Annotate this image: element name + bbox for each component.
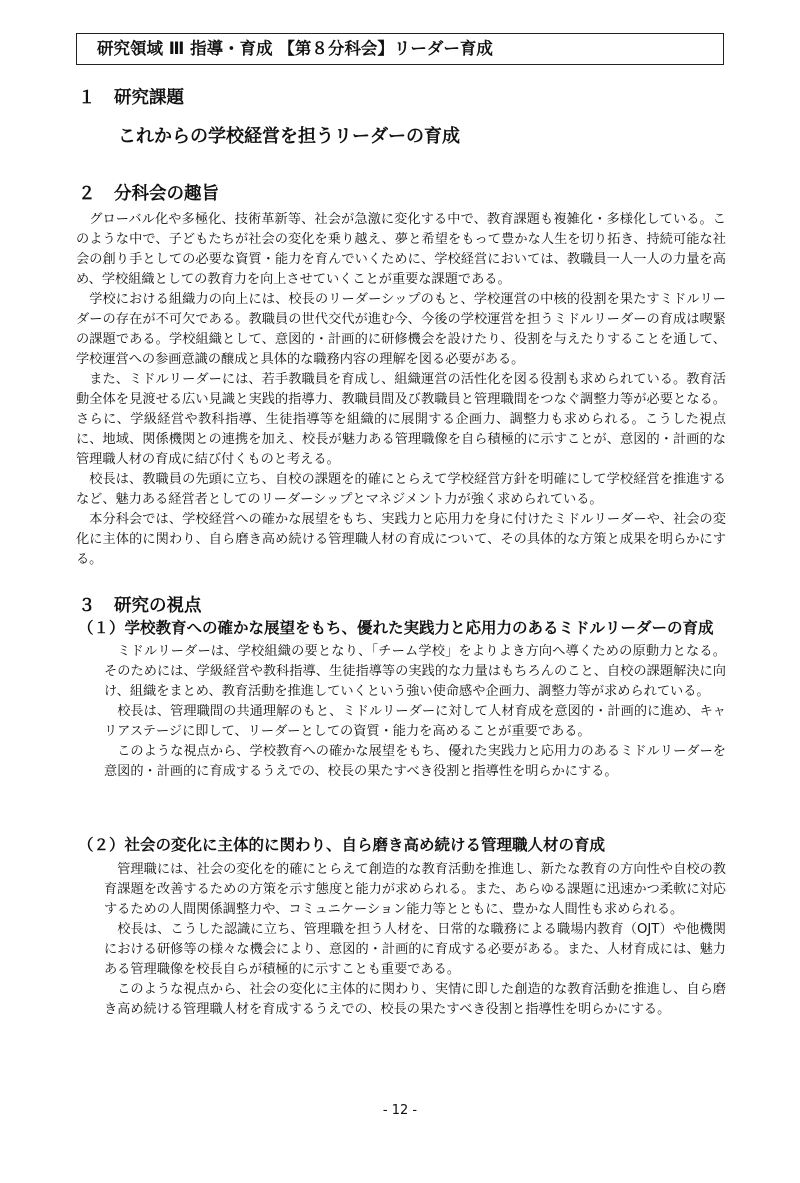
section-2-paragraph: 本分科会では、学校経営への確かな展望をもち、実践力と応用力を身に付けたミドルリーダーや、社会の変化に主体的に関わり、自ら磨き高め続ける管理職人材の育成について、その具体的な方策と成果を明らかにする。 — [76, 512, 726, 567]
section-2-paragraph: また、ミドルリーダーには、若手教職員を育成し、組織運営の活性化を図る役割も求められている。教育活動全体を見渡せる広い見識と実践的指導力、教職員間及び教職員と管理職間をつなぐ調整力等が必要となる。さらに、学級経営や教科指導、生徒指導等を組織的に展開する企画力、調整力も求められる。こうした視点に、地域、関係機関との連携を加え、校長が魅力ある管理職像を自ら積極的に示すことが、意図的・計画的な管理職人材の育成に結び付くものと考える。 — [76, 372, 726, 467]
subsection-2-paragraph: このような視点から、社会の変化に主体的に関わり、実情に即した創造的な教育活動を推進し、自ら磨き高め続ける管理職人材を育成するうえでの、校長の果たすべき役割と指導性を明らかにする。 — [104, 982, 726, 1017]
page-number: - 12 - — [382, 1103, 418, 1118]
subsection-1-paragraph: ミドルリーダーは、学校組織の要となり、「チーム学校」をよりよき方向へ導くための原動力となる。そのためには、学級経営や教科指導、生徒指導等の実践的な力量はもちろんのこと、自校の課題解決に向け、組織をまとめ、教育活動を推進していくという強い使命感や企画力、調整力等が求められている。 — [104, 644, 726, 699]
section-2-paragraph: グローバル化や多極化、技術革新等、社会が急激に変化する中で、教育課題も複雑化・多様化している。このような中で、子どもたちが社会の変化を乗り越え、夢と希望をもって豊かな人生を切り拓き、持続可能な社会の創り手としての必要な資質・能力を育んでいくために、学校経営においては、教職員一人一人の力量を高め、学校組織としての教育力を向上させていくことが重要な課題である。 — [76, 212, 726, 287]
section-2-paragraph: 校長は、教職員の先頭に立ち、自校の課題を的確にとらえて学校経営方針を明確にして学校経営を推進するなど、魅力ある経営者としてのリーダーシップとマネジメント力が強く求められている。 — [76, 472, 726, 507]
section-3-number: ３ — [78, 596, 96, 616]
section-2-number: ２ — [78, 184, 96, 204]
research-area-header: 研究領域 Ⅲ 指導・育成 【第８分科会】リーダー育成 — [76, 33, 724, 65]
section-3-heading — [78, 592, 202, 617]
section-2-paragraph: 学校における組織力の向上には、校長のリーダーシップのもと、学校運営の中核的役割を果たすミドルリーダーの存在が不可欠である。教職員の世代交代が進む今、今後の学校運営を担うミドルリーダーの育成は喫緊の課題である。学校組織として、意図的・計画的に研修機会を設けたり、役割を与えたりすることを通して、学校運営への参画意識の醸成と具体的な職務内容の理解を図る必要がある。 — [76, 292, 726, 367]
section-1-heading — [78, 84, 184, 109]
section-3-title: 研究の視点 — [114, 596, 202, 616]
subsection-1-body — [104, 642, 726, 782]
subsection-2-paragraph: 校長は、こうした認識に立ち、管理職を担う人材を、日常的な職務による職場内教育（OJT）や他機関における研修等の様々な機会により、意図的・計画的に育成する必要がある。また、人材育成には、魅力ある管理職像を校長自らが積極的に示すことも重要である。 — [104, 922, 726, 977]
section-1-number: １ — [78, 88, 96, 108]
subsection-1-paragraph: 校長は、管理職間の共通理解のもと、ミドルリーダーに対して人材育成を意図的・計画的に進め、キャリアステージに即して、リーダーとしての資質・能力を高めることが重要である。 — [104, 704, 726, 739]
subsection-2-body — [104, 860, 726, 1020]
section-2-title: 分科会の趣旨 — [114, 184, 219, 204]
section-2-body — [76, 210, 726, 570]
subsection-1-paragraph: このような視点から、学校教育への確かな展望をもち、優れた実践力と応用力のあるミドルリーダーを意図的・計画的に育成するうえでの、校長の果たすべき役割と指導性を明らかにする。 — [104, 744, 726, 779]
subsection-2-paragraph: 管理職には、社会の変化を的確にとらえて創造的な教育活動を推進し、新たな教育の方向性や自校の教育課題を改善するための方策を示す態度と能力が求められる。また、あらゆる課題に迅速かつ柔軟に対応するための人間関係調整力や、コミュニケーション能力等とともに、豊かな人間性も求められる。 — [104, 862, 726, 917]
subsection-1-heading: （１）学校教育への確かな展望をもち、優れた実践力と応用力のあるミドルリーダーの育成 — [78, 619, 714, 637]
subsection-2-heading: （２）社会の変化に主体的に関わり、自ら磨き高め続ける管理職人材の育成 — [78, 836, 606, 854]
section-1-title: 研究課題 — [114, 88, 184, 108]
research-theme: これからの学校経営を担うリーダーの育成 — [118, 126, 460, 147]
section-2-heading — [78, 180, 219, 205]
